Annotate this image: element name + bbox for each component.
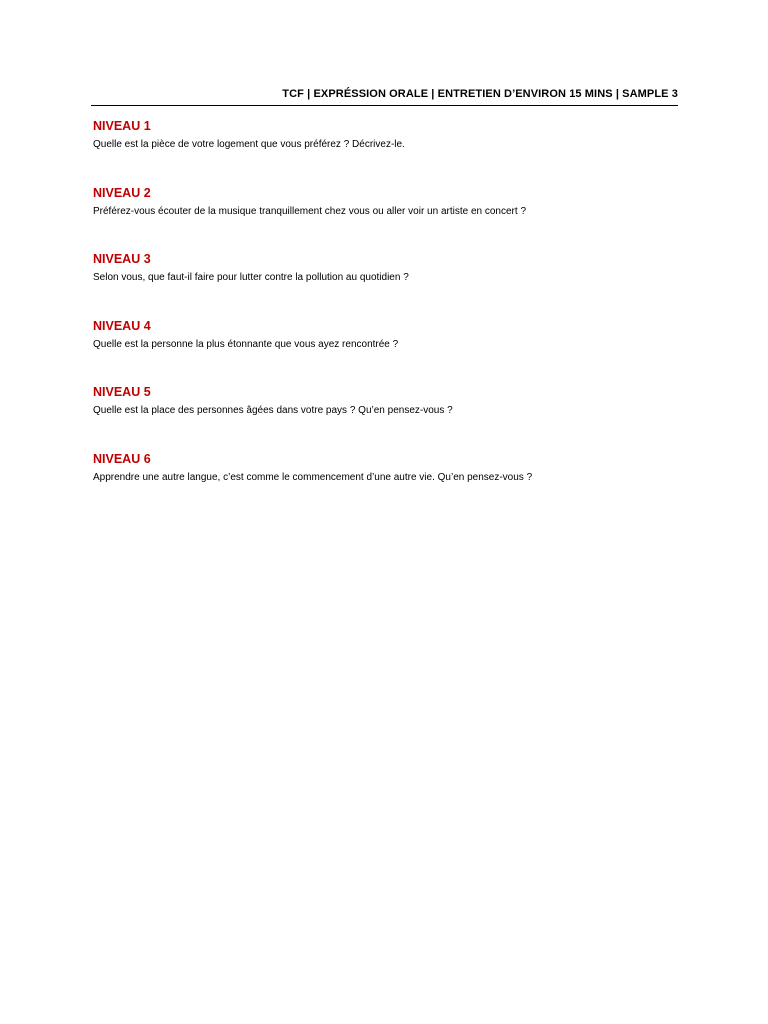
level-question: Préférez-vous écouter de la musique tranquillement chez vous ou aller voir un artiste en concert ?: [93, 205, 527, 217]
level-title: NIVEAU 4: [93, 318, 151, 333]
levels-list: [93, 118, 683, 518]
level-question: Selon vous, que faut-il faire pour lutter contre la pollution au quotidien ?: [93, 272, 409, 284]
document-header: TCF | EXPRÉSSION ORALE | ENTRETIEN D’ENVIRON 15 MINS | SAMPLE 3: [282, 88, 678, 100]
level-section-3: [93, 251, 683, 318]
level-question: Quelle est la personne la plus étonnante que vous ayez rencontrée ?: [93, 338, 399, 350]
level-question: Quelle est la pièce de votre logement que vous préférez ? Décrivez-le.: [93, 139, 405, 150]
level-title: NIVEAU 6: [93, 451, 151, 466]
level-title: NIVEAU 2: [93, 185, 151, 200]
level-section-5: [93, 384, 683, 451]
level-section-2: [93, 185, 683, 252]
level-section-4: [93, 318, 683, 385]
level-section-6: [93, 451, 683, 518]
level-section-1: [93, 118, 683, 185]
level-title: NIVEAU 1: [93, 119, 151, 133]
level-question: Quelle est la place des personnes âgées dans votre pays ? Qu’en pensez-vous ?: [93, 405, 453, 417]
level-title: NIVEAU 5: [93, 385, 151, 400]
header-divider: [91, 105, 678, 106]
level-question: Apprendre une autre langue, c’est comme le commencement d’une autre vie. Qu’en pensez-vous ?: [93, 471, 533, 483]
level-title: NIVEAU 3: [93, 252, 151, 267]
